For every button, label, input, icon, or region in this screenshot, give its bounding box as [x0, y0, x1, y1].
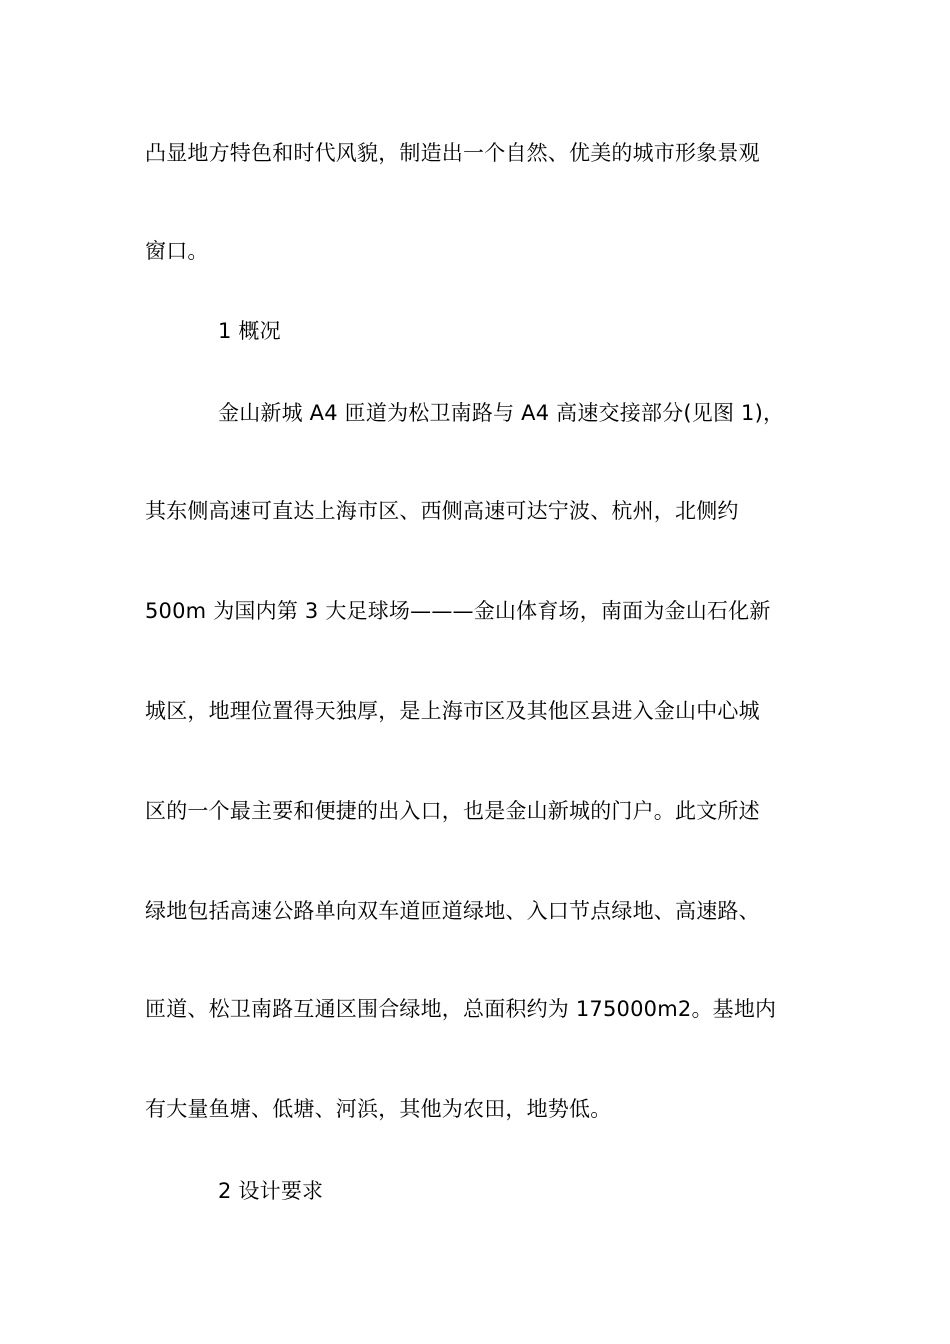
- paragraph-line: 500m 为国内第 3 大足球场———金山体育场，南面为金山石化新: [145, 599, 771, 623]
- paragraph-line: 匝道、松卫南路互通区围合绿地，总面积约为 175000m2。基地内: [145, 997, 777, 1021]
- paragraph-line: 其东侧高速可直达上海市区、西侧高速可达宁波、杭州，北侧约: [145, 499, 739, 523]
- paragraph-line: 凸显地方特色和时代风貌，制造出一个自然、优美的城市形象景观: [145, 141, 760, 165]
- paragraph-line: 有大量鱼塘、低塘、河浜，其他为农田，地势低。: [145, 1097, 612, 1121]
- paragraph-line: 金山新城 A4 匝道为松卫南路与 A4 高速交接部分(见图 1)，: [218, 401, 785, 425]
- paragraph-line: 绿地包括高速公路单向双车道匝道绿地、入口节点绿地、高速路、: [145, 899, 760, 923]
- paragraph-line: 区的一个最主要和便捷的出入口，也是金山新城的门户。此文所述: [145, 799, 760, 823]
- paragraph-line: 城区，地理位置得天独厚，是上海市区及其他区县进入金山中心城: [145, 699, 760, 723]
- paragraph-line: 窗口。: [145, 239, 209, 263]
- section-heading-design-requirements: 2 设计要求: [218, 1179, 324, 1203]
- section-heading-overview: 1 概况: [218, 319, 281, 343]
